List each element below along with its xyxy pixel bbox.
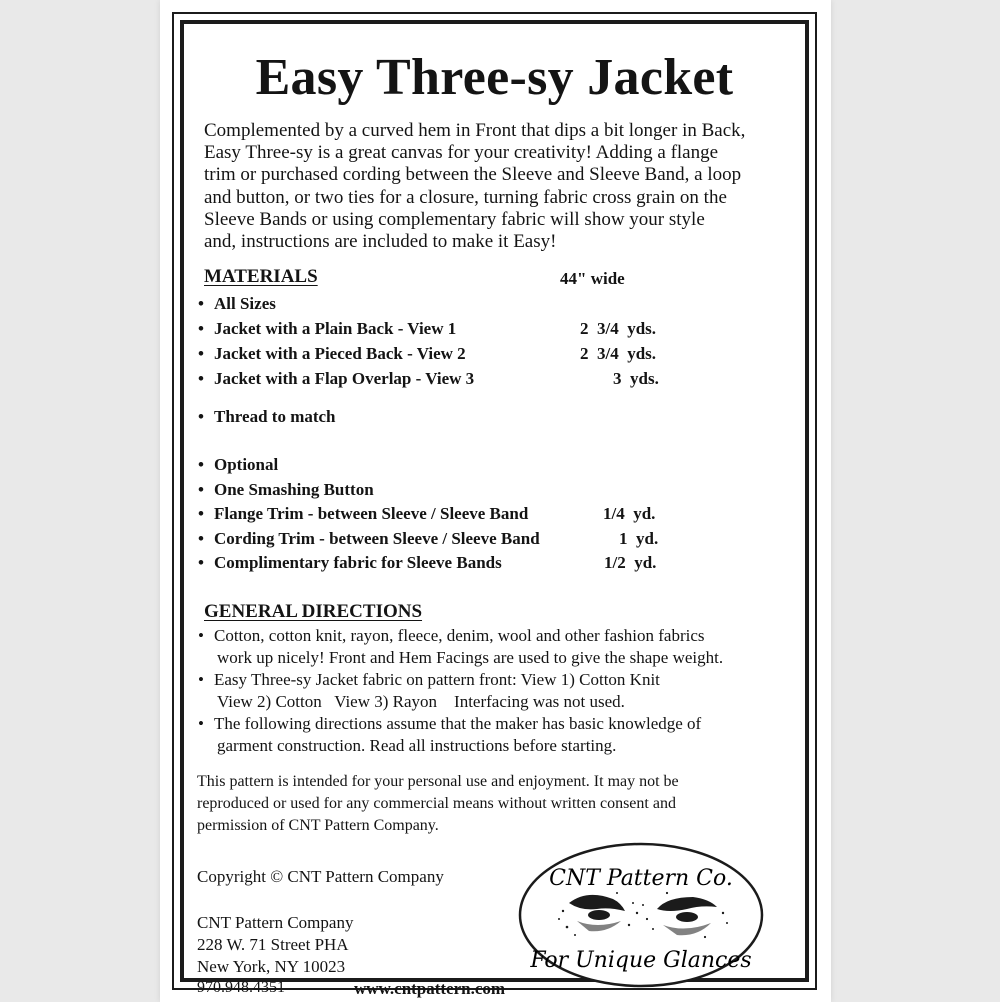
general-bullet-3-line-1: • The following directions assume that the maker has basic knowledge of (198, 714, 701, 734)
general-bullet-3-line-2: garment construction. Read all instructions before starting. (217, 736, 617, 755)
address-street: 228 W. 71 Street PHA (197, 935, 349, 954)
materials-qty-flange: 1/4 yd. (603, 504, 656, 523)
address-company: CNT Pattern Company (197, 913, 354, 932)
intro-line: and button, or two ties for a closure, turning fabric cross grain on the (204, 186, 727, 208)
address-phone: 970.948.4351 (197, 979, 285, 996)
materials-thread: • Thread to match (198, 407, 336, 427)
materials-qty-sleeve-band: 1/2 yd. (604, 553, 657, 572)
outer-border (172, 12, 817, 998)
general-bullet-2-line-1: • Easy Three-sy Jacket fabric on pattern front: View 1) Cotton Knit (198, 670, 660, 690)
intro-line: Sleeve Bands or using complementary fabric will show your style (204, 208, 705, 230)
website-link[interactable]: www.cntpattern.com (354, 979, 506, 998)
materials-button: • One Smashing Button (198, 480, 374, 500)
materials-cording-trim: • Cording Trim - between Sleeve / Sleeve Band (198, 529, 540, 549)
materials-item-view-1: • Jacket with a Plain Back - View 1 (198, 319, 456, 339)
logo-oval-icon (517, 841, 765, 989)
materials-qty-cording: 1 yd. (619, 529, 659, 548)
materials-flange-trim: • Flange Trim - between Sleeve / Sleeve Band (198, 504, 528, 524)
materials-qty-view-2: 2 3/4 yds. (580, 344, 657, 363)
copyright-line: Copyright © CNT Pattern Company (197, 867, 444, 886)
materials-qty-view-3: 3 yds. (613, 369, 659, 388)
inner-border (180, 20, 809, 998)
intro-line: Easy Three-sy is a great canvas for your creativity! Adding a flange (204, 142, 719, 164)
materials-heading: MATERIALS (204, 266, 318, 287)
general-bullet-2-line-2: View 2) Cotton View 3) Rayon Interfacing was not used. (217, 692, 625, 711)
intro-line: Complemented by a curved hem in Front that dips a bit longer in Back, (204, 120, 746, 141)
materials-optional: • Optional (198, 455, 278, 475)
materials-item-view-3: • Jacket with a Flap Overlap - View 3 (198, 369, 474, 389)
pattern-card (160, 0, 831, 1002)
logo-top-text: CNT Pattern Co. (549, 866, 733, 891)
page-title: Easy Three-sy Jacket (255, 49, 734, 106)
logo-bottom-text: For Unique Glances (530, 948, 752, 973)
intro-line: and, instructions are included to make it Easy! (204, 231, 557, 253)
cnt-logo (517, 841, 765, 989)
materials-qty-view-1: 2 3/4 yds. (580, 319, 657, 338)
usage-notice-line: permission of CNT Pattern Company. (197, 817, 439, 834)
fabric-width-label: 44" wide (560, 269, 625, 288)
intro-line: trim or purchased cording between the Sleeve and Sleeve Band, a loop (204, 164, 742, 186)
usage-notice-line: reproduced or used for any commercial means without written consent and (197, 795, 676, 812)
general-bullet-1-line-1: • Cotton, cotton knit, rayon, fleece, denim, wool and other fashion fabrics (198, 626, 705, 646)
general-bullet-1-line-2: work up nicely! Front and Hem Facings are used to give the shape weight. (217, 648, 724, 667)
usage-notice-line: This pattern is intended for your personal use and enjoyment. It may not be (197, 773, 679, 790)
materials-all-sizes: • All Sizes (198, 294, 276, 314)
address-city: New York, NY 10023 (197, 957, 346, 976)
general-directions-heading: GENERAL DIRECTIONS (204, 601, 423, 622)
materials-sleeve-band-fabric: • Complimentary fabric for Sleeve Bands (198, 553, 502, 573)
materials-item-view-2: • Jacket with a Pieced Back - View 2 (198, 344, 466, 364)
intro-paragraph (204, 120, 804, 253)
